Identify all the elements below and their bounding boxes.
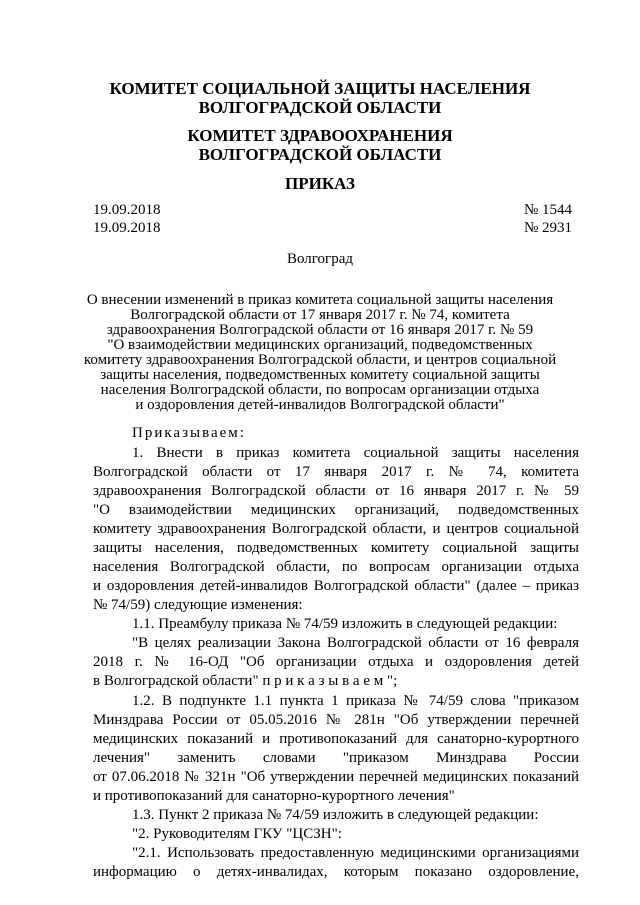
committee2-line1: КОМИТЕТ ЗДРАВООХРАНЕНИЯ [187,126,453,145]
paragraph-1-2-line: Минздрава России от 05.05.2016 № 281н "Об утверждении перечней [93,712,579,728]
committee2-line2: ВОЛГОГРАДСКОЙ ОБЛАСТИ [198,145,442,164]
committee1-line2: ВОЛГОГРАДСКОЙ ОБЛАСТИ [198,98,442,117]
number-2: № 2931 [523,220,572,236]
paragraph-2-1-line: информацию о детях-инвалидах, которым показано оздоровление, [93,864,579,880]
paragraph-1-1-quote-line: 2018 г. № 16-ОД "Об организации отдыха и оздоровления детей [93,654,579,670]
title-line: О внесении изменений в приказ комитета социальной защиты населения [86,292,554,308]
title-line: здравоохранения Волгоградской области от 16 января 2017 г. № 59 [106,322,534,338]
paragraph-2-heading: "2. Руководителям ГКУ "ЦСЗН": [132,826,342,842]
order-word: Приказываем: [132,425,246,441]
paragraph-1-line: здравоохранения Волгоградской области от 16 января 2017 г. № 59 [93,483,579,499]
title-line: "О взаимодействии медицинских организаций, подведомственных [107,337,533,353]
paragraph-1-2-line: от 07.06.2018 № 321н "Об утверждении перечней медицинских показаний [93,769,579,785]
paragraph-1-line: населения Волгоградской области, по вопросам организации отдыха [93,559,579,575]
paragraph-1-1: 1.1. Преамбулу приказа № 74/59 изложить в следующей редакции: [132,616,558,632]
date-2: 19.09.2018 [93,220,161,236]
paragraph-1-1-quote-line: в Волгоградской области" п р и к а з ы в а е м "; [93,673,398,689]
date-1: 19.09.2018 [93,202,161,218]
paragraph-2-1-line: "2.1. Использовать предоставленную медицинскими организациями [132,845,579,861]
paragraph-1-line: Волгоградской области от 17 января 2017 г. № 74, комитета [93,464,579,480]
paragraph-1-2-line: 1.2. В подпункте 1.1 пункта 1 приказа № 74/59 слова "приказом [132,693,579,709]
doc-type: ПРИКАЗ [285,174,355,193]
paragraph-1-line: "О взаимодействии медицинских организаций, подведомственных [93,502,579,518]
paragraph-1-line: 1. Внести в приказ комитета социальной защиты населения [132,445,579,461]
paragraph-1-2-line: и противопоказаний для санаторно-курортного лечения" [93,788,455,804]
title-line: населения Волгоградской области, по вопросам организации отдыха [100,382,540,398]
paragraph-1-line: защиты населения, подведомственных комитету социальной защиты [93,540,579,556]
paragraph-1-3: 1.3. Пункт 2 приказа № 74/59 изложить в следующей редакции: [132,807,539,823]
city: Волгоград [286,251,353,267]
title-line: защиты населения, подведомственных комитету социальной защиты [100,367,540,383]
title-line: и оздоровления детей-инвалидов Волгоградской области" [135,397,505,413]
committee1-line1: КОМИТЕТ СОЦИАЛЬНОЙ ЗАЩИТЫ НАСЕЛЕНИЯ [109,79,531,98]
paragraph-1-line: и оздоровления детей-инвалидов Волгоградской области" (далее – приказ [93,578,579,594]
paragraph-1-1-quote-line: "В целях реализации Закона Волгоградской области от 16 февраля [132,635,579,651]
paragraph-1-line: комитету здравоохранения Волгоградской области, и центров социальной [93,521,579,537]
paragraph-1-line: № 74/59) следующие изменения: [93,597,303,613]
paragraph-1-2-line: медицинских показаний и противопоказаний для санаторно-курортного [93,731,579,747]
paragraph-1-2-line: лечения" заменить словами "приказом Минздрава России [93,750,579,766]
number-1: № 1544 [523,202,572,218]
title-line: комитету здравоохранения Волгоградской области, и центров социальной [83,352,557,368]
title-line: Волгоградской области от 17 января 2017 г. № 74, комитета [130,307,510,323]
